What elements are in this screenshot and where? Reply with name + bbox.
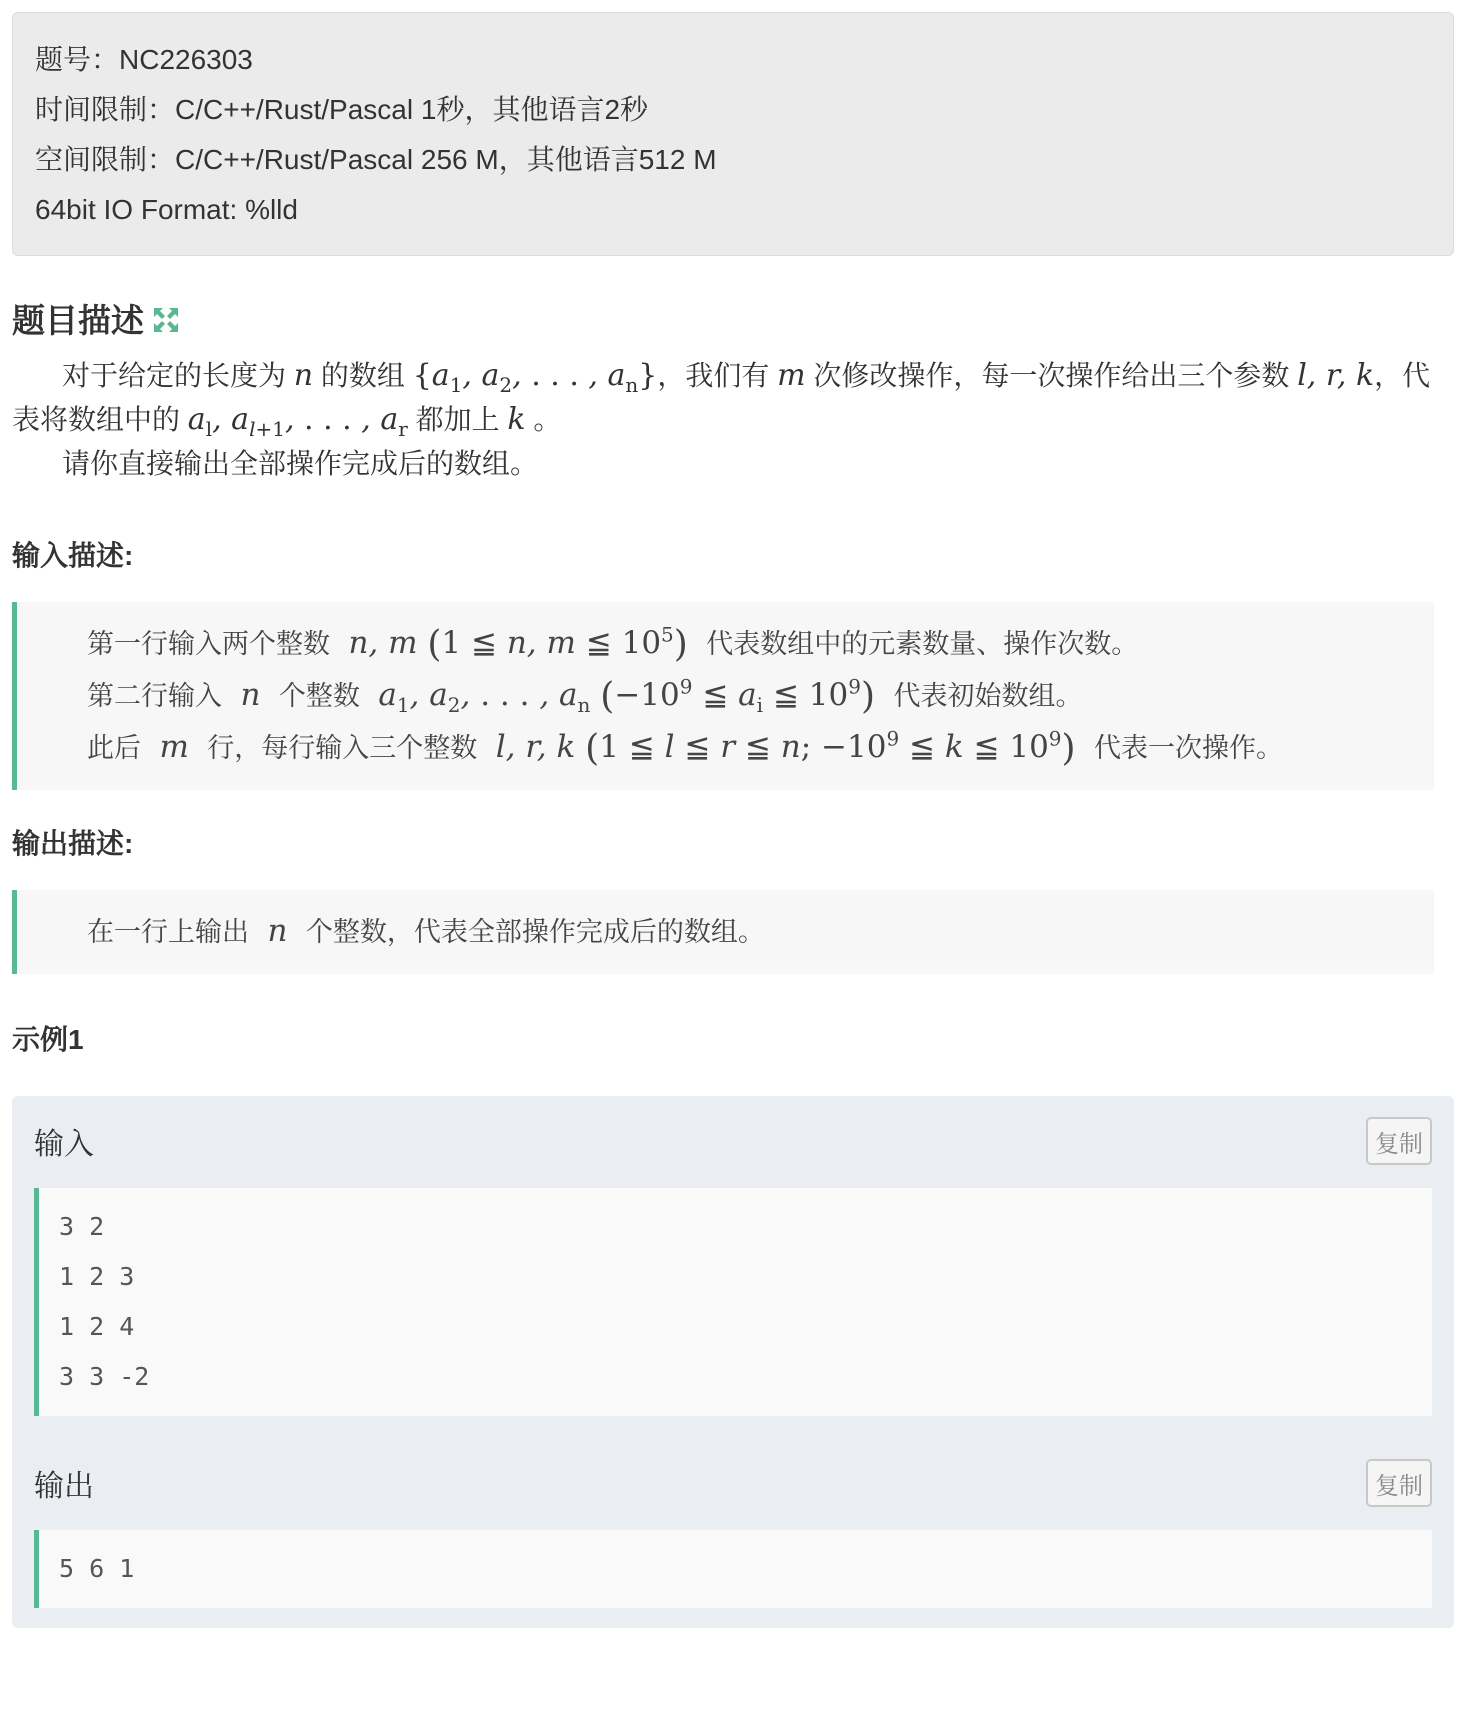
- input-desc-line-1: 第一行输入两个整数 n, m (1 ≦ n, m ≦ $10^5$) 代表数组中的元素数量、操作次数。: [87, 622, 1139, 665]
- time-limit: 时间限制：C/C++/Rust/Pascal 1秒，其他语言2秒: [35, 94, 649, 125]
- code-line: 1 2 4: [59, 1312, 135, 1341]
- input-desc-line-2: 第二行输入 n 个整数 $a_1$, $a_2$, . . . , $a_n$ ($-10^9$ ≦ $a_i$ ≦ $10^9$) 代表初始数组。: [87, 674, 1083, 718]
- description-paragraph-1: 对于给定的长度为 n 的数组 {$a_1$, $a_2$, . . . , $a_n$}，我们有 m 次修改操作，每一次操作给出三个参数 l, r, k，代表将数组中的 $a_l$, $a_{l+1}$, . . . , $a_r$ 都加上 k 。: [12, 358, 1431, 441]
- math-k: k: [507, 402, 526, 437]
- example-title: 示例1: [12, 1024, 84, 1055]
- math-input-n: n: [230, 677, 271, 713]
- expand-icon[interactable]: [152, 304, 180, 332]
- math-output-n: n: [257, 913, 298, 949]
- code-line: 1 2 3: [59, 1262, 135, 1291]
- input-header: [34, 1116, 1432, 1166]
- code-line: 5 6 1: [59, 1554, 135, 1583]
- copy-output-button[interactable]: 复制: [1366, 1459, 1432, 1507]
- input-desc-line-3: 此后 m 行，每行输入三个整数 l, r, k (1 ≦ l ≦ r ≦ n; $-10^9$ ≦ k ≦ $10^9$) 代表一次操作。: [87, 726, 1284, 769]
- math-input-line-2: $a_1$, $a_2$, . . . , $a_n$ ($-10^9$ ≦ $a_i$ ≦ $10^9$): [368, 674, 875, 718]
- input-code-block[interactable]: [34, 1188, 1432, 1416]
- math-array: {$a_1$, $a_2$, . . . , $a_n$}: [412, 358, 658, 397]
- math-input-line-1: n, m (1 ≦ n, m ≦ $10^5$): [338, 622, 688, 665]
- example-box: [12, 1096, 1454, 1628]
- code-line: 3 2: [59, 1212, 105, 1241]
- input-label: 输入: [34, 1128, 94, 1161]
- description-paragraph-2: 请你直接输出全部操作完成后的数组。: [62, 448, 539, 479]
- output-code-block[interactable]: [34, 1530, 1432, 1608]
- problem-info-box: [12, 12, 1454, 256]
- math-range: $a_l$, $a_{l+1}$, . . . , $a_r$: [187, 402, 408, 441]
- io-format: 64bit IO Format: %lld: [35, 194, 298, 225]
- memory-limit: 空间限制：C/C++/Rust/Pascal 256 M，其他语言512 M: [35, 144, 717, 175]
- code-line: 3 3 -2: [59, 1362, 150, 1391]
- input-desc-block: [12, 602, 1434, 790]
- description-body: [12, 354, 1434, 486]
- math-lrk: l, r, k: [1297, 358, 1375, 393]
- output-desc-line-1: 在一行上输出 n 个整数，代表全部操作完成后的数组。: [87, 913, 765, 949]
- math-n: n: [293, 358, 314, 393]
- math-input-m: m: [149, 729, 199, 765]
- input-desc-title: 输入描述:: [12, 540, 134, 571]
- output-header: [34, 1458, 1432, 1508]
- math-input-line-3: l, r, k (1 ≦ l ≦ r ≦ n; $-10^9$ ≦ k ≦ $10^9$): [485, 726, 1076, 769]
- copy-input-button[interactable]: 复制: [1366, 1117, 1432, 1165]
- math-m: m: [777, 358, 806, 393]
- output-desc-title: 输出描述:: [12, 828, 134, 859]
- problem-id: 题号：NC226303: [35, 44, 253, 75]
- output-desc-block: [12, 890, 1434, 974]
- output-label: 输出: [34, 1470, 94, 1503]
- description-title-text: 题目描述: [12, 301, 144, 339]
- description-title: [12, 296, 1434, 340]
